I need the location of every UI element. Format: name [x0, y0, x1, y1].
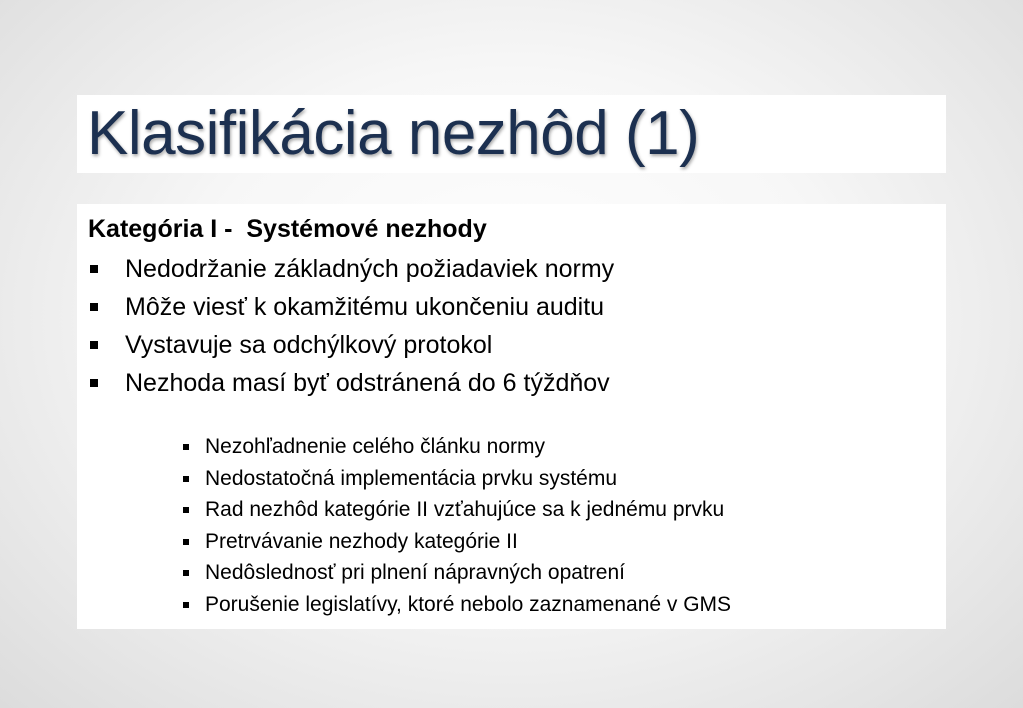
main-list-item: [88, 250, 614, 288]
main-item-text: Nezhoda masí byť odstránená do 6 týždňov: [125, 369, 610, 397]
sub-list-item: [182, 589, 731, 621]
content-box: [77, 204, 946, 629]
category-heading: Kategória I - Systémové nezhody: [88, 215, 487, 243]
main-item-text: Vystavuje sa odchýlkový protokol: [125, 331, 493, 359]
square-bullet-icon: [90, 341, 98, 349]
sub-list-item: [182, 494, 731, 526]
square-bullet-icon: [90, 265, 98, 273]
square-bullet-icon: [183, 539, 189, 545]
sub-item-text: Nedôslednosť pri plnení nápravných opatrení: [205, 561, 625, 585]
slide-title: Klasifikácia nezhôd (1): [87, 99, 700, 168]
main-item-text: Môže viesť k okamžitému ukončeniu auditu: [125, 293, 605, 321]
square-bullet-icon: [90, 303, 98, 311]
sub-item-text: Porušenie legislatívy, ktoré nebolo zaznamenané v GMS: [205, 592, 732, 616]
sub-item-text: Pretrvávanie nezhody kategórie II: [205, 529, 518, 553]
sub-list-item: [182, 463, 731, 495]
square-bullet-icon: [183, 476, 189, 482]
square-bullet-icon: [90, 379, 98, 387]
main-list-item: [88, 326, 614, 364]
square-bullet-icon: [183, 444, 189, 450]
main-list-item: [88, 288, 614, 326]
main-bullet-list: [88, 250, 614, 402]
sub-item-text: Rad nezhôd kategórie II vzťahujúce sa k jednému prvku: [205, 498, 725, 522]
main-item-text: Nedodržanie základných požiadaviek normy: [125, 255, 615, 283]
sub-item-text: Nedostatočná implementácia prvku systému: [205, 466, 618, 490]
sub-list-item: [182, 526, 731, 558]
sub-item-text: Nezohľadnenie celého článku normy: [205, 435, 545, 458]
square-bullet-icon: [183, 507, 189, 513]
sub-list-item: [182, 431, 731, 463]
square-bullet-icon: [183, 602, 189, 608]
square-bullet-icon: [183, 570, 189, 576]
main-list-item: [88, 364, 614, 402]
title-box: [77, 95, 946, 173]
sub-bullet-list: [182, 431, 731, 621]
sub-list-item: [182, 557, 731, 589]
